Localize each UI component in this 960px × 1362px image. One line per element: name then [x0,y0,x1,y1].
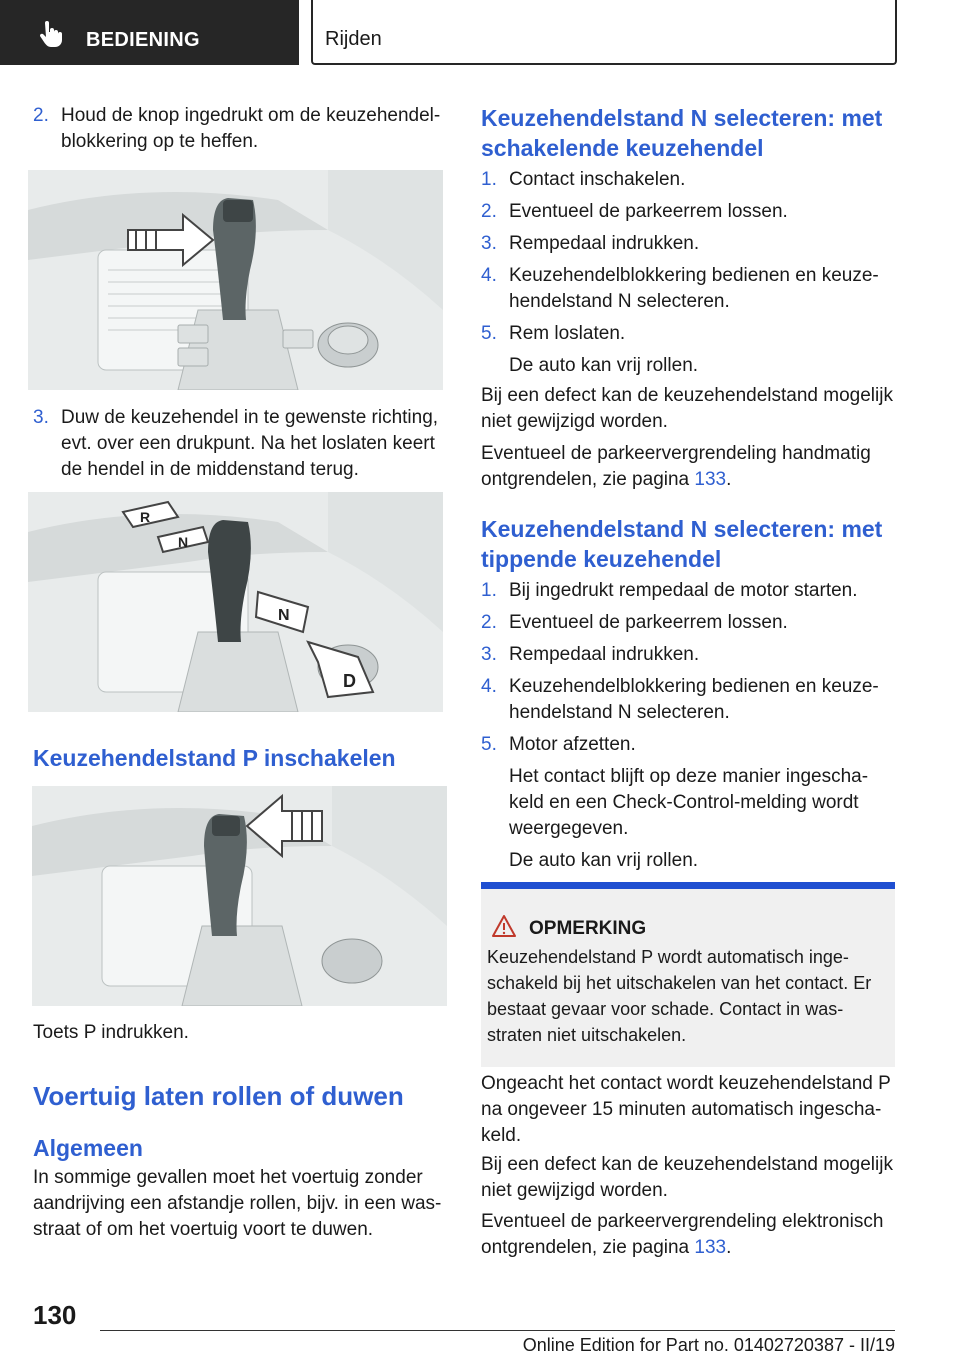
list-item [481,732,895,758]
list-item [481,642,895,668]
list-subtext-content: De auto kan vrij rollen. [509,850,699,871]
list-number: 3. [33,407,49,428]
list-item [33,405,445,483]
footer-edition: Online Edition for Part no. 01402720387 - II/19 [522,1335,895,1355]
list-number: 5. [481,734,497,755]
paragraph-manual-unlock [481,441,895,493]
list-item [481,231,895,257]
list-item [481,578,895,604]
paragraph-defect: Bij een defect kan de keuzehendelstand mogelijk niet gewijzigd worden. [481,385,893,432]
list-neutral-switching [481,167,895,379]
list-number: 3. [481,644,497,665]
page-link-133[interactable]: 133 [694,469,727,490]
section-label: BEDIENING [86,29,200,51]
heading-neutral-tipping: Keuzehendelstand N selecteren: met tippende keuzehendel [481,516,883,572]
instruction-toets-p: Toets P indrukken. [33,1022,189,1043]
hand-pointer-icon [36,20,64,48]
list-subtext [481,353,895,379]
list-number: 1. [481,169,497,190]
paragraph-punct: . [726,1237,732,1258]
heading-roll-push: Voertuig laten rollen of duwen [33,1081,404,1111]
list-item [481,199,895,225]
footer-rule [100,1330,895,1331]
list-item [481,321,895,347]
list-text: Eventueel de parkeerrem lossen. [509,201,788,222]
paragraph-electronic-unlock [481,1209,895,1261]
list-item [481,674,895,726]
list-text: Keuzehendelblokkering bedienen en keuze-hendelstand N selecteren. [509,265,879,312]
list-text: Rempedaal indrukken. [509,644,700,665]
gear-selector-image-unlock [28,170,443,390]
list-text: Contact inschakelen. [509,169,686,190]
list-number: 2. [481,201,497,222]
list-text: Rempedaal indrukken. [509,233,700,254]
list-text: Keuzehendelblokkering bedienen en keuze-hendelstand N selecteren. [509,676,879,723]
paragraph-auto-park: Ongeacht het contact wordt keuzehendelstand P na ongeveer 15 minuten automatisch ingescha-keld. [481,1073,891,1146]
shift-label-d: D [343,671,356,691]
list-number: 1. [481,580,497,601]
list-text: Duw de keuzehendel in te gewenste richting, evt. over een drukpunt. Na het loslaten keert de hendel in de middenstand terug. [61,407,439,480]
list-item [481,610,895,636]
list-subtext [481,848,895,874]
list-subtext-content: Het contact blijft op deze manier ingescha-keld en een Check-Control-melding wordt weergegeven. [509,766,869,839]
list-subtext [481,764,895,842]
chapter-title: Rijden [325,28,382,50]
gear-selector-image-park [32,786,447,1006]
gear-selector-image-directions [28,492,443,712]
paragraph-defect-2: Bij een defect kan de keuzehendelstand mogelijk niet gewijzigd worden. [481,1154,893,1201]
paragraph-text: Eventueel de parkeervergrendeling handmatig ontgrendelen, zie pagina [481,443,871,490]
list-neutral-tipping [481,578,895,874]
paragraph-text: Eventueel de parkeervergrendeling elektronisch ontgrendelen, zie pagina [481,1211,884,1258]
heading-park: Keuzehendelstand P inschakelen [33,745,396,771]
list-text: Eventueel de parkeerrem lossen. [509,612,788,633]
note-body: Keuzehendelstand P wordt automatisch inge-schakeld bij het uitschakelen van het contact. Er bestaat gevaar voor schade. Contact in was-straten niet uitschakelen. [487,947,872,1045]
note-box [481,882,895,1067]
paragraph-punct: . [726,469,732,490]
left-column [33,103,445,155]
list-number: 2. [33,105,49,126]
list-number: 4. [481,676,497,697]
page-link-133[interactable]: 133 [694,1237,727,1258]
list-item [481,167,895,193]
list-text: Houd de knop ingedrukt om de keuzehendel-blokkering op te heffen. [61,105,441,152]
list-text: Rem loslaten. [509,323,626,344]
chapter-header [311,0,897,65]
section-tab [0,0,299,65]
shift-label-r: R [140,509,151,525]
list-number: 3. [481,233,497,254]
list-number: 4. [481,265,497,286]
shift-label-n-lower: N [278,607,290,624]
list-text: Bij ingedrukt rempedaal de motor starten. [509,580,858,601]
list-number: 2. [481,612,497,633]
general-text: In sommige gevallen moet het voertuig zonder aandrijving een afstandje rollen, bijv. in een was-straat of om het voertuig voort te duwen. [33,1167,442,1240]
step3-block [33,405,445,483]
page-number: 130 [33,1300,77,1330]
list-item [481,263,895,315]
list-item [33,103,445,155]
note-title: OPMERKING [529,918,647,939]
warning-triangle-icon [491,914,517,938]
heading-general: Algemeen [33,1135,143,1161]
list-subtext-content: De auto kan vrij rollen. [509,355,699,376]
list-text: Motor afzetten. [509,734,636,755]
shift-label-n-upper: N [178,534,189,550]
heading-neutral-switching: Keuzehendelstand N selecteren: met schakelende keuzehendel [481,105,883,161]
list-number: 5. [481,323,497,344]
